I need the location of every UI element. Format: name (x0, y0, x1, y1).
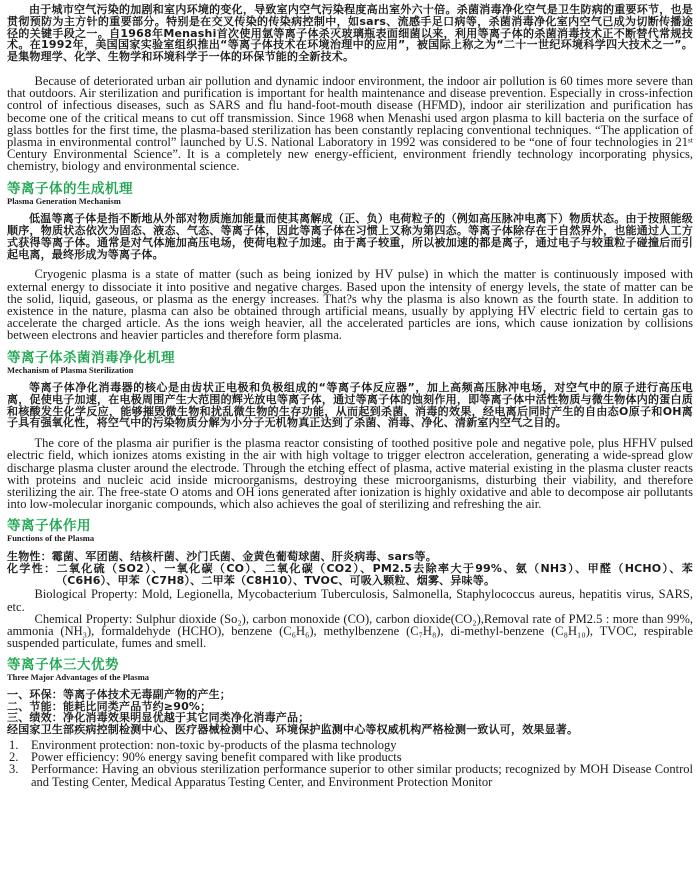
advantage-zh-item-3: 三、绩效：净化消毒效果明显优越于其它同类净化消毒产品； (7, 711, 310, 725)
generation-paragraph-zh: 低温等离子体是指不断地从外部对物质施加能量而使其离解成（正、负）电荷粒子的（例如高压脉冲电离下）物质状态。由于按照能级顺序，物质状态依次为固态、液态、气态、等离子体，因此等离子体在习惯上又称为第四态。等离子体除存在于自然界外，也能通过人工方式获得等离子体。通常是对气体施加高压电场，使荷电粒子加速。由于离子较重，所以被加速的都是离子，通过电子与较重粒子碰撞后而引起电离，最终形成为等离子体。 (7, 212, 693, 261)
list-text: Power efficiency: 90% energy saving benefit compared with like products (31, 750, 402, 765)
section-plasma-sterilization (7, 351, 693, 511)
advantage-zh-item-2: 二、节能：能耗比同类产品节约≥90%； (7, 699, 212, 713)
section-title-en-sterilization: Mechanism of Plasma Sterilization (7, 364, 134, 375)
list-number: 1. (9, 738, 19, 753)
advantages-list-zh (7, 689, 693, 736)
section-plasma-generation (7, 182, 693, 342)
functions-chemical-zh: 化学性：二氧化硫（SO2）、一氧化碳（CO）、二氧化碳（CO2）、PM2.5去除率大于99%、氨（NH3）、甲醛（HCHO）、苯（C6H6）、甲苯（C7H8）、二甲苯（C8H10）、TVOC、可吸入颗粒、烟雾、异味等。 (7, 561, 693, 587)
section-title-en-generation: Plasma Generation Mechanism (7, 195, 121, 206)
section-title-en-advantages: Three Major Advantages of the Plasma (7, 672, 150, 683)
section-title-zh-functions: 等离子体作用 (7, 518, 91, 535)
list-text: Environment protection: non-toxic by-products of the plasma technology (31, 738, 397, 753)
sterilization-paragraph-en: The core of the plasma air purifier is the plasma reactor consisting of toothed positive pole and negative pole, plus HFHV pulsed electric field, which ionizes atoms existing in the air with high voltage to trigger electron acceleration, generating a wide-spread glow discharge plasma cluster around the electrode. Through the etching effect of plasma, active material existing in the plasma cluster reacts with proteins and nucleic acid inside microorganisms, destroying these microorganisms, disturbing their viability, and therefore sterilizing the air. The free-state O atoms and OH ions generated after ionization is highly oxidative and able to decompose air pollutants into low-molecular inorganic compounds, which also achieves the goal of sterilizing and refreshing the air. (7, 436, 693, 512)
list-text: Performance: Having an obvious sterilization performance superior to other similar products; recognized by MOH Disease Control and Testing Center, Medical Apparatus Testing Center, and Environment Protection Monitor (31, 762, 693, 789)
section-title-zh-advantages: 等离子体三大优势 (7, 657, 119, 674)
section-plasma-advantages (7, 658, 693, 788)
advantages-list-en (7, 739, 693, 788)
sterilization-paragraph-zh: 等离子体净化消毒器的核心是由齿状正电极和负极组成的“等离子体反应器”，加上高频高压脉冲电场，对空气中的原子进行高压电离，促使电子加速，在电极周围产生大范围的辉光放电等离子体，通过等离子体的蚀刻作用，即等离子体中活性物质与微生物体内的蛋白质和核酸发生化学反应，能够摧毁微生物和扰乱微生物的生存功能，从而起到杀菌、消毒的效果，经电离后同时产生的自由态O原子和OH离子具有强氧化性，将空气中的污染物质分解为小分子无机物真正达到了杀菌、消毒、净化、清新室内空气之目的。 (7, 381, 693, 430)
list-number: 2. (9, 750, 19, 765)
functions-biological-zh: 生物性：霉菌、军团菌、结核杆菌、沙门氏菌、金黄色葡萄球菌、肝炎病毒、sars等。 (7, 549, 437, 563)
intro-paragraph-zh: 由于城市空气污染的加剧和室内环境的变化，导致室内空气污染程度高出室外六十倍。杀菌消毒净化空气是卫生防病的重要环节，也是贯彻预防为主方针的重要部分。特别是在交叉传染的传染病控制中，如sars、流感手足口病等，杀菌消毒净化室内空气已成为切断传播途径的关键手段之一。自1968年Menashi首次使用氩等离子体杀灭玻璃瓶表面细菌以来，利用等离子体的杀菌消毒技术正不断替代常规技术。在1992年，美国国家实验室组织推出“等离子体技术在环境治理中的应用”，被国际上称之为“二十一世纪环境科学四大技术之一”。是集物理学、化学、生物学和环境科学于一体的环保节能的全新技术。 (7, 3, 693, 64)
section-title-en-functions: Functions of the Plasma (7, 533, 95, 544)
list-number: 3. (9, 762, 19, 777)
section-title-zh-sterilization: 等离子体杀菌消毒净化机理 (7, 349, 175, 366)
functions-biological-en: Biological Property: Mold, Legionella, Mycobacterium Tuberculosis, Salmonella, Staphylococcus aureus, hepatitis virus, SARS, etc. (7, 587, 693, 614)
functions-chemical-en: Chemical Property: Sulphur dioxide (So₂), carbon monoxide (CO), carbon dioxide(CO₂),Removal rate of PM2.5 : more than 99%, ammonia (NH₃), formaldehyde (HCHO), benzene (C₆H₆), methylbenzene (C₇H₈), di-methyl-benzene (C₈H₁₀), TVOC, respirable suspended particulate, fumes and smell. (7, 611, 693, 651)
intro-paragraph-en: Because of deteriorated urban air pollution and dynamic indoor environment, the indoor air pollution is 60 times more severe than that outdoors. Air sterilization and purification is important for health maintenance and disease prevention. Especially in cross-infection control of infectious diseases, such as SARS and flu hand-foot-mouth disease (HFMD), indoor air sterilization and purification has become one of the critical means to cut off transmission. Since 1968 when Menashi used argon plasma to kill bacteria on the surface of glass bottles for the first time, the plasma-based sterilization has been constantly replacing conventional techniques. “The application of plasma in environmental control” launched by U.S. National Laboratory in 1992 was considered to be “one of four technologies in 21ˢᵗ Century Environmental Science”. It is a completely new energy-efficient, environment friendly technology incorporating physics, chemistry, biology and environmental science. (7, 73, 693, 174)
advantages-footer-zh: 经国家卫生部疾病控制检测中心、医疗器械检测中心、环境保护监测中心等权威机构严格检测一致认可，效果显著。 (7, 723, 579, 737)
advantage-en-item-3 (7, 763, 693, 787)
generation-paragraph-en: Cryogenic plasma is a state of matter (such as being ionized by HV pulse) in which the matter is continuously imposed with external energy to dissociate it into positive and negative charges. Based upon the intensity of energy levels, the state of matter can be the solid, liquid, gaseous, or plasma as the energy increases. That?s why the plasma is also known as the fourth state. In addition to existence in the nature, plasma can also be obtained through artificial means, usually by applying HV electric field to certain gas to accelerate the charged article. As the ions weigh heavier, all the accelerated particles are ions, which cause ionization by collisions between electrons and heavier particles and therefore form plasma. (7, 267, 693, 343)
advantage-zh-item-1: 一、环保：等离子体技术无毒副产物的产生； (7, 687, 231, 701)
section-title-zh-generation: 等离子体的生成机理 (7, 180, 133, 197)
section-plasma-functions (7, 519, 693, 649)
